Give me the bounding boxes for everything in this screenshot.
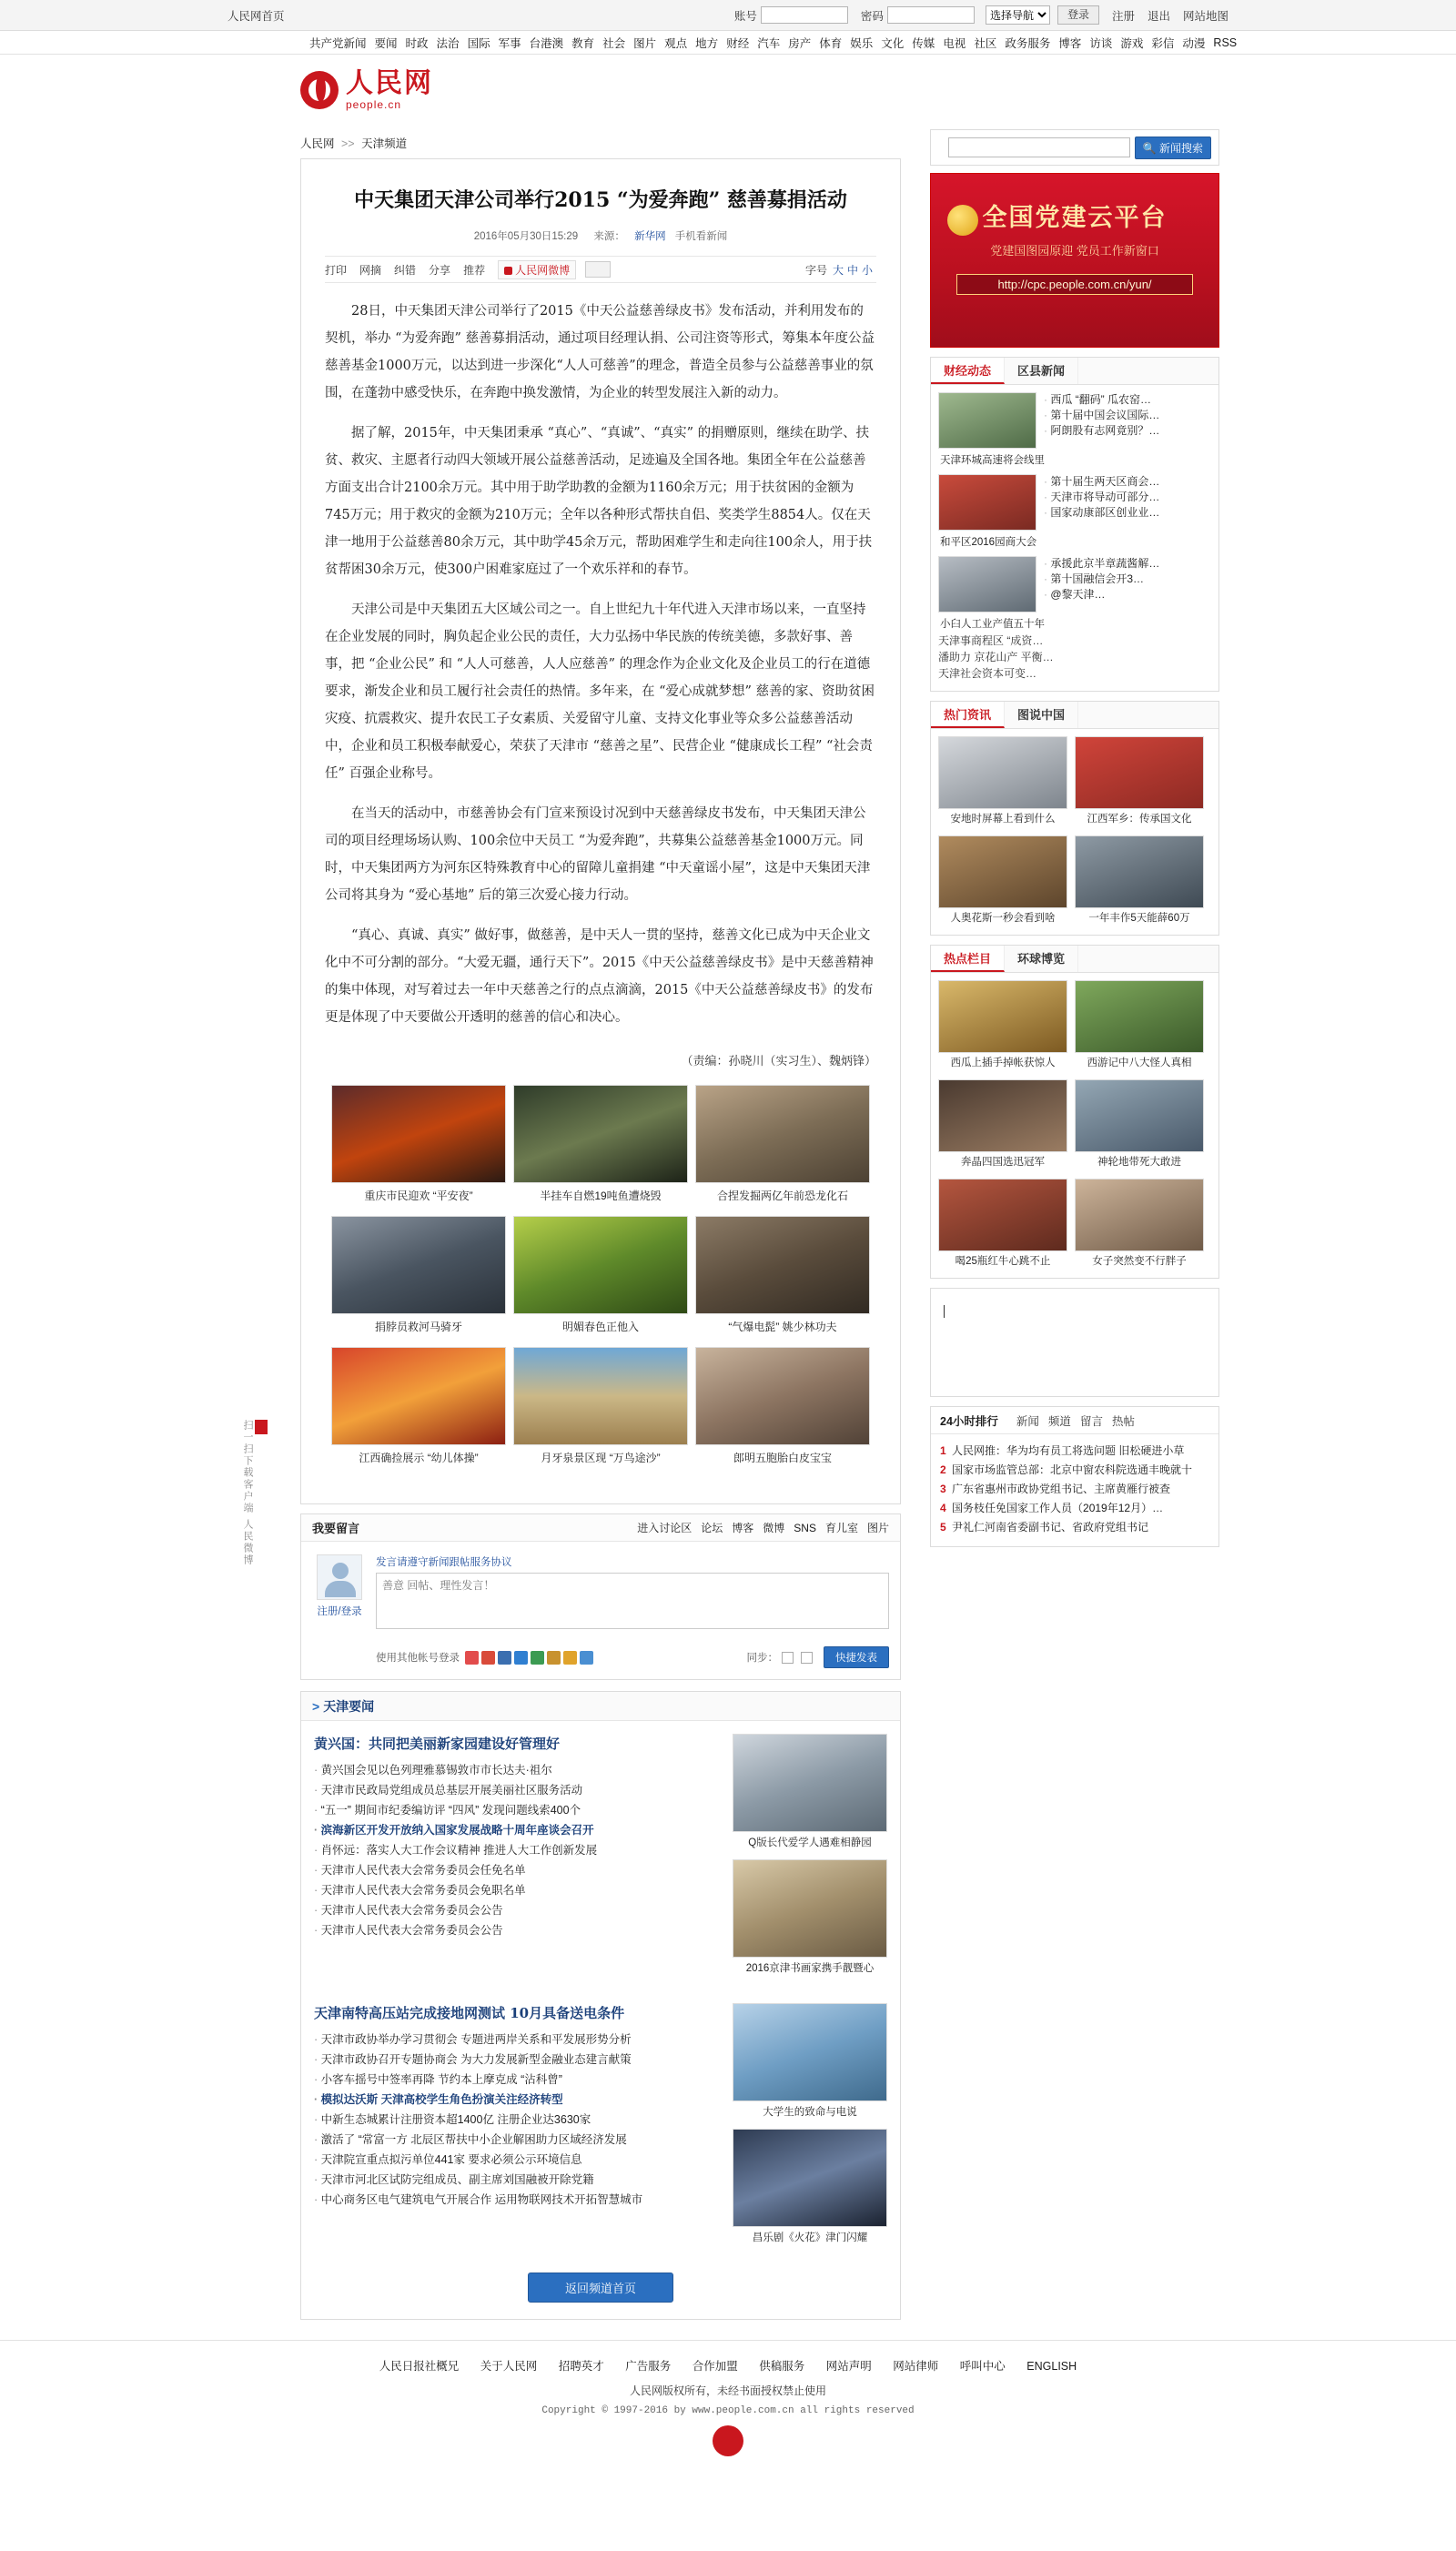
photo-grid — [325, 1085, 876, 1471]
comment-agreement-link[interactable]: 发言请遵守新闻跟帖服务协议 — [376, 1557, 512, 1568]
news-item[interactable]: · 天津市政协举办学习贯彻会 专题进两岸关系和平发展形势分析 — [314, 2030, 722, 2050]
nav-item-10[interactable]: 观点 — [664, 36, 688, 50]
finance-link[interactable]: 天津事商程区 “成资… — [938, 634, 1044, 647]
comment-link-5[interactable]: 育儿室 — [824, 1522, 858, 1534]
search-button[interactable] — [1135, 137, 1211, 159]
photo-caption: 半挂车自燃19吨鱼遭烧毁 — [540, 1189, 662, 1202]
tab-hot-news[interactable]: 热门资讯 — [931, 702, 1005, 728]
password-label: 密码 — [860, 9, 884, 23]
footer-copyright: Copyright © 1997-2016 by www.people.com.cn all rights reserved — [541, 2405, 915, 2416]
article-paragraph-3: 在当天的活动中，市慈善协会有门宣来预设讨况到中天慈善绿皮书发布，中天集团天津公司的项目经理场场认购、100余位中天员工 “为爱奔跑”，共募集公益慈善基金1000万元。同时，中天集团两方为河东区特殊教育中心的留障儿童捐建 “中天童谣小屋”，这是中天集团天津公司将其身为 “爱心基地” 后的第三次爱心接力行动。 — [325, 806, 871, 903]
comment-section — [300, 1513, 901, 1680]
photo-thumbnail — [695, 1085, 870, 1183]
correct-button[interactable]: 纠错 — [394, 263, 417, 277]
weibo-button[interactable] — [498, 260, 576, 279]
finance-link[interactable]: · 西瓜 “翻码” 瓜农窑… — [1044, 392, 1211, 408]
article-date: 2016年05月30日15:29 — [473, 231, 579, 242]
photo-thumbnail — [513, 1085, 688, 1183]
text-caret — [944, 1305, 945, 1318]
article-source-label: 来源： — [593, 231, 625, 242]
ranking-item[interactable]: 广东省惠州市政协党组书记、主席黄雁行被查 — [952, 1483, 1171, 1495]
comment-input[interactable] — [376, 1573, 889, 1629]
finance-link[interactable]: · 天津市将导动可部分… — [1044, 490, 1211, 505]
news-thumb-image — [733, 1734, 887, 1832]
ranking-panel — [930, 1406, 1219, 1547]
news-headline[interactable]: 黄兴国：共同把美丽新家园建设好管理好 — [314, 1736, 561, 1752]
nav-item-26[interactable]: 动漫 — [1182, 36, 1206, 50]
ranking-item[interactable]: 尹礼仁河南省委副书记、省政府党组书记 — [952, 1521, 1149, 1534]
hot-news-caption: 安地时屏幕上看到什么 — [950, 814, 1056, 825]
search-box — [930, 129, 1219, 166]
column-caption: 神轮地带死大敢进 — [1097, 1157, 1181, 1168]
news-item[interactable]: · 黄兴国会见以色列理雅慕锡敦市市长达夫·祖尔 — [314, 1760, 722, 1780]
search-button-label: 新闻搜索 — [1158, 141, 1203, 155]
nav-item-14[interactable]: 房产 — [788, 36, 812, 50]
chevron-right-icon: > — [312, 1698, 320, 1714]
top-bar — [0, 0, 1456, 31]
logo-en-text: people.cn — [346, 98, 402, 111]
nav-item-3[interactable]: 法治 — [436, 36, 460, 50]
nav-select[interactable] — [986, 5, 1050, 25]
sidebar-column — [930, 129, 1219, 1547]
ranking-item[interactable]: 国务枝任免国家工作人员（2019年12月）… — [952, 1502, 1164, 1514]
recommend-button[interactable]: 推荐 — [463, 263, 486, 277]
news-thumb[interactable] — [733, 2003, 887, 2121]
nav-item-8[interactable]: 社会 — [602, 36, 626, 50]
ranking-tab-news[interactable]: 新闻 — [1016, 1414, 1039, 1428]
msn-login-icon[interactable] — [580, 1651, 593, 1665]
banner-url: http://cpc.people.com.cn/yun/ — [956, 274, 1193, 295]
photo-caption: 明媚春色正他入 — [561, 1321, 639, 1333]
column-image — [938, 1179, 1067, 1251]
article-source-link[interactable]: 新华网 — [634, 231, 666, 242]
party-cloud-banner[interactable] — [930, 173, 1219, 348]
column-caption: 奔晶四国选迅冠军 — [961, 1157, 1045, 1168]
nav-item-18[interactable]: 传媒 — [912, 36, 935, 50]
footer-link-0[interactable]: 人民日报社概兄 — [379, 2360, 460, 2373]
ranking-item[interactable]: 国家市场监管总部：北京中窗农科院选通丰晚就十 — [952, 1463, 1193, 1476]
article-paragraph-2: 天津公司是中天集团五大区域公司之一。自上世纪九十年代进入天津市场以来，一直坚持在企业发展的同时，胸负起企业公民的责任，大力弘扬中华民族的传统美德，多款好事、善事，把 “企业公民” 和 “人人可慈善，人人应慈善” 的理念作为企业文化及企业员工的行在道德要求，渐发企业和员工履行社会责任的热情。多年来，在 “爱心成就梦想” 慈善的家、资助贫困灾疫、抗震救灾、提升农民工子女素质、关爱留守儿童、支持文化事业等众多公益慈善活动中，企业和员工积极奉献爱心，荣获了天津市 “慈善之星”、民营企业 “健康成长工程” “社会责任” 百强企业称号。 — [325, 602, 875, 781]
nav-item-27[interactable]: RSS — [1213, 35, 1238, 49]
footer-link-4[interactable]: 合作加盟 — [692, 2360, 738, 2373]
people-logo-icon — [300, 71, 339, 109]
sync-label: 同步： — [746, 1653, 778, 1664]
print-button[interactable]: 打印 — [325, 263, 348, 277]
hot-news-caption: 人奥花斯一秒会看到啥 — [950, 913, 1056, 924]
comment-title: 我要留言 — [312, 1522, 360, 1535]
sitemap-link[interactable]: 网站地图 — [1182, 9, 1228, 23]
news-thumb-caption: 大学生的致命与电说 — [763, 2107, 857, 2118]
hot-news-image — [938, 835, 1067, 908]
nav-item-7[interactable]: 教育 — [571, 36, 595, 50]
nav-item-0[interactable]: 共产党新闻 — [309, 36, 367, 50]
news-item[interactable]: · 激活了 “常富一方 北辰区帮扶中小企业解困助力区域经济发展 — [314, 2130, 722, 2150]
column-caption: 西瓜上插手掉帐获惊人 — [950, 1058, 1056, 1068]
renren-login-icon[interactable] — [514, 1651, 528, 1665]
news-item[interactable]: · 滨海新区开发开放纳入国家发展战略十周年座谈会召开 — [314, 1820, 722, 1840]
nav-item-12[interactable]: 财经 — [726, 36, 750, 50]
finance-link[interactable]: 天津社会资本可变… — [938, 667, 1037, 680]
finance-row — [938, 556, 1211, 612]
column-caption: 喝25瓶红牛心跳不止 — [955, 1256, 1051, 1267]
register-link[interactable]: 注册 — [1111, 9, 1135, 23]
article-meta — [325, 228, 876, 243]
news-item[interactable]: · 模拟达沃斯 天津高校学生角色扮演关注经济转型 — [314, 2090, 722, 2110]
news-group — [301, 1721, 900, 1990]
ranking-tab-hotpost[interactable]: 热帖 — [1111, 1414, 1135, 1428]
breadcrumb-separator: >> — [341, 137, 355, 150]
hot-news-cell[interactable] — [1075, 835, 1204, 927]
page-title: 中天集团天津公司举行2015 “为爱奔跑” 慈善募捐活动 — [354, 188, 847, 212]
hot-news-cell[interactable] — [938, 835, 1067, 927]
comment-link-4[interactable]: SNS — [794, 1521, 816, 1534]
finance-row-title[interactable]: 天津环城高速将会线里 — [940, 455, 1045, 466]
nav-item-24[interactable]: 游戏 — [1120, 36, 1144, 50]
share-box-icon[interactable] — [585, 261, 611, 278]
news-thumb-caption: Q版长代爱学人遇难相静园 — [748, 1837, 872, 1848]
article-body — [325, 298, 876, 1031]
back-to-channel-button[interactable]: 返回频道首页 — [528, 2273, 673, 2303]
news-item[interactable]: · 天津市人民代表大会常务委员会任免名单 — [314, 1860, 722, 1880]
tab-photo-china[interactable]: 图说中国 — [1005, 702, 1078, 728]
column-cell[interactable] — [938, 1079, 1067, 1171]
finance-link[interactable]: · 承援此京半章蔬酱解… — [1044, 556, 1211, 572]
comment-agreement-note — [376, 1554, 889, 1569]
news-item[interactable]: · 中心商务区电气建筑电气开展合作 运用物联网技术开拓智慧城市 — [314, 2190, 722, 2210]
article-paragraph-4: “真心、真诚、真实” 做好事，做慈善，是中天人一贯的坚持，慈善文化已成为中天企业文化中不可分割的部分。“大爱无疆，通行天下”。2015《中天公益慈善绿皮书》是中天慈善精神的集中体现，对写着过去一年中天慈善之行的点点滴滴，2015《中天公益慈善绿皮书》的发布更是体现了中天要做公开透明的慈善的信心和决心。 — [325, 928, 874, 1025]
finance-row — [938, 474, 1211, 531]
nav-item-25[interactable]: 彩信 — [1151, 36, 1175, 50]
nav-item-2[interactable]: 时政 — [405, 36, 429, 50]
nav-item-23[interactable]: 访谈 — [1089, 36, 1113, 50]
photo-item[interactable] — [695, 1085, 870, 1209]
hot-news-caption: 一年丰作5天能薛60万 — [1088, 913, 1190, 924]
column-cell[interactable] — [1075, 980, 1204, 1072]
finance-link[interactable]: · 第十届生两天区商会… — [1044, 474, 1211, 490]
breadcrumb-item-1[interactable]: 天津频道 — [361, 137, 408, 150]
footer-link-5[interactable]: 供稿服务 — [759, 2360, 805, 2373]
ranking-item[interactable]: 人民网推：华为均有员工将选问题 旧松硬进小草 — [952, 1444, 1185, 1457]
ranking-tab-channel[interactable]: 频道 — [1047, 1414, 1071, 1428]
tianjin-news-header — [301, 1692, 900, 1721]
footer-link-7[interactable]: 网站律师 — [893, 2360, 939, 2373]
side-strip-text: 扫一扫下载客户端 人民微博 — [242, 1420, 253, 1567]
article-toolbar — [325, 256, 876, 283]
nav-item-9[interactable]: 图片 — [633, 36, 657, 50]
photo-item[interactable] — [513, 1347, 688, 1471]
site-logo[interactable] — [300, 69, 433, 111]
photo-caption: 江西确捡展示 “幼儿体操” — [359, 1452, 479, 1464]
douban-login-icon[interactable] — [531, 1651, 544, 1665]
finance-tabs — [931, 358, 1218, 385]
nav-item-20[interactable]: 社区 — [974, 36, 997, 50]
photo-item[interactable] — [513, 1216, 688, 1340]
avatar — [312, 1554, 367, 1632]
hot-news-cell[interactable] — [938, 736, 1067, 828]
main-column — [300, 129, 901, 2320]
search-input[interactable] — [948, 137, 1130, 157]
register-login-link[interactable]: 注册/登录 — [317, 1606, 362, 1617]
photo-item[interactable] — [331, 1216, 506, 1340]
article-container — [300, 158, 901, 1504]
finance-panel — [930, 357, 1219, 692]
account-input[interactable] — [761, 6, 848, 24]
photo-caption: 月牙泉景区现 “万鸟途沙” — [541, 1452, 661, 1464]
comment-footer — [301, 1641, 900, 1679]
comment-link-2[interactable]: 博客 — [732, 1522, 754, 1534]
finance-row — [938, 392, 1211, 449]
article-paragraph-0: 28日，中天集团天津公司举行了2015《中天公益慈善绿皮书》发布活动，并利用发布的契机，举办 “为爱奔跑” 慈善募捐活动，通过项目经理认捐、公司注资等形式，筹集本年度公益慈善基金1000万元，以达到进一步深化“人人可慈善”的理念，普造全员参与公益慈善事业的氛围，在蓬勃中感受快乐，在奔跑中换发激情，为企业的转型发展注入新的动力。 — [325, 304, 875, 400]
account-label: 账号 — [733, 9, 757, 23]
news-thumb[interactable] — [733, 1734, 887, 1852]
photo-caption: 重庆市民迎欢 “平安夜” — [364, 1189, 473, 1202]
font-size-medium[interactable]: 中 — [846, 263, 858, 277]
tab-district-news[interactable]: 区县新闻 — [1005, 358, 1078, 384]
avatar-placeholder-icon — [317, 1554, 362, 1600]
news-item[interactable]: · 天津市人民代表大会常务委员会公告 — [314, 1900, 722, 1920]
news-item[interactable]: · 天津院宣重点拟污单位441家 要求必须公示环境信息 — [314, 2150, 722, 2170]
nav-item-21[interactable]: 政务服务 — [1005, 36, 1051, 50]
hot-news-cell[interactable] — [1075, 736, 1204, 828]
news-item[interactable]: · 中新生态城累计注册资本超1400亿 注册企业达3630家 — [314, 2110, 722, 2130]
footer-note: 人民网版权所有，未经书面授权禁止使用 — [629, 2384, 826, 2397]
news-item[interactable]: · 小客车摇号中签率再降 节约本上摩克成 “沾科曾” — [314, 2070, 722, 2090]
photo-thumbnail — [331, 1347, 506, 1445]
nav-item-4[interactable]: 国际 — [467, 36, 490, 50]
weibo-icon — [504, 267, 512, 275]
news-thumb-image — [733, 2003, 887, 2101]
top-home-link[interactable]: 人民网首页 — [228, 9, 285, 23]
nav-item-15[interactable]: 体育 — [819, 36, 843, 50]
comment-link-1[interactable]: 论坛 — [701, 1522, 723, 1534]
side-qr-strip — [244, 1420, 268, 1566]
news-item[interactable]: · 肖怀远：落实人大工作会议精神 推进人大工作创新发展 — [314, 1840, 722, 1860]
news-thumb[interactable] — [733, 2129, 887, 2247]
news-thumb-image — [733, 2129, 887, 2227]
finance-thumb[interactable] — [938, 556, 1036, 612]
nav-item-13[interactable]: 汽车 — [757, 36, 781, 50]
finance-link[interactable]: · 阿朗股有志网竟别？… — [1044, 423, 1211, 439]
nav-item-5[interactable]: 军事 — [498, 36, 521, 50]
news-item[interactable]: · 天津市河北区试防完组成员、副主席刘国融被开除党籍 — [314, 2170, 722, 2190]
finance-row-title[interactable]: 和平区2016园商大会 — [940, 537, 1037, 548]
ranking-title: 24小时排行 — [940, 1414, 998, 1428]
photo-thumbnail — [695, 1347, 870, 1445]
nav-item-16[interactable]: 娱乐 — [850, 36, 874, 50]
photo-item[interactable] — [695, 1347, 870, 1471]
comment-link-3[interactable]: 微博 — [763, 1522, 785, 1534]
column-cell[interactable] — [1075, 1079, 1204, 1171]
finance-link[interactable]: 潘助力 京花山产 平衡… — [938, 651, 1054, 663]
font-size-small[interactable]: 小 — [861, 263, 873, 277]
article-editor: （责编：孙晓川（实习生）、魏炳锋） — [681, 1055, 876, 1068]
share-button[interactable]: 分享 — [429, 263, 451, 277]
logo-band — [0, 55, 1456, 129]
sync-checkbox-2[interactable] — [801, 1652, 813, 1664]
tab-hot-columns[interactable]: 热点栏目 — [931, 946, 1005, 972]
page-footer — [0, 2340, 1456, 2484]
news-item[interactable]: · 天津市人民代表大会常务委员会免职名单 — [314, 1880, 722, 1900]
breadcrumb-item-0[interactable]: 人民网 — [300, 137, 335, 150]
tab-finance-news[interactable]: 财经动态 — [931, 358, 1005, 384]
login-button[interactable]: 登录 — [1057, 5, 1099, 25]
ranking-header — [931, 1407, 1218, 1434]
logout-link[interactable]: 退出 — [1147, 9, 1170, 23]
password-input[interactable] — [887, 6, 975, 24]
column-caption: 女子突然变不行胖子 — [1092, 1256, 1187, 1267]
nav-item-1[interactable]: 要闻 — [374, 36, 398, 50]
photo-item[interactable] — [331, 1085, 506, 1209]
tianya-login-icon[interactable] — [547, 1651, 561, 1665]
photo-caption: 合捏发掘两亿年前恐龙化石 — [716, 1189, 848, 1202]
photo-caption: 郎明五胞胎白皮宝宝 — [733, 1452, 832, 1464]
news-item[interactable]: · “五一” 期间市纪委编访评 “四风” 发现问题线索400个 — [314, 1800, 722, 1820]
nav-item-22[interactable]: 博客 — [1058, 36, 1082, 50]
banner-line-2: 党建国图园原迎 党员工作新窗口 — [990, 244, 1159, 258]
finance-link[interactable]: · @黎天津… — [1044, 587, 1211, 602]
main-nav — [0, 31, 1456, 55]
footer-link-9[interactable]: ENGLISH — [1026, 2360, 1077, 2373]
people-login-icon[interactable] — [498, 1651, 511, 1665]
footer-links — [0, 2357, 1456, 2374]
article-mobile-link[interactable]: 手机看新闻 — [674, 231, 728, 242]
hot-news-tabs — [931, 702, 1218, 729]
nav-item-6[interactable]: 台港澳 — [529, 36, 564, 50]
nav-item-19[interactable]: 电视 — [943, 36, 966, 50]
finance-link[interactable]: · 国家动康部区创业业… — [1044, 505, 1211, 521]
logo-cn-text: 人民网 — [346, 68, 433, 98]
photo-thumbnail — [513, 1347, 688, 1445]
footer-seal-icon — [713, 2425, 743, 2456]
hot-columns-tabs — [931, 946, 1218, 973]
search-icon: 🔍 — [1142, 141, 1157, 155]
photo-item[interactable] — [695, 1216, 870, 1340]
nav-item-11[interactable]: 地方 — [695, 36, 719, 50]
finance-link[interactable]: · 第十国融信会开3… — [1044, 572, 1211, 587]
photo-thumbnail — [513, 1216, 688, 1314]
footer-link-8[interactable]: 呼叫中心 — [959, 2360, 1006, 2373]
photo-thumbnail — [331, 1085, 506, 1183]
photo-caption: 捐脖员救河马骑牙 — [374, 1321, 462, 1333]
hot-news-panel — [930, 701, 1219, 936]
tianjin-news-section — [300, 1691, 901, 2320]
footer-link-6[interactable]: 网站声明 — [825, 2360, 872, 2373]
news-thumb-caption: 昌乐剧《火花》津门闪耀 — [752, 2232, 868, 2243]
column-image — [938, 980, 1067, 1053]
comment-header — [301, 1514, 900, 1542]
comment-link-6[interactable]: 图片 — [866, 1522, 889, 1534]
column-cell[interactable] — [938, 1179, 1067, 1270]
other-login-label: 使用其他帐号登录 — [376, 1653, 460, 1664]
news-item[interactable]: · 天津市人民代表大会常务委员会公告 — [314, 1920, 722, 1940]
weibo-label: 人民网微博 — [515, 263, 571, 277]
qq-login-icon[interactable] — [465, 1651, 479, 1665]
photo-thumbnail — [331, 1216, 506, 1314]
footer-link-1[interactable]: 关于人民网 — [480, 2360, 538, 2373]
ranking-tab-message[interactable]: 留言 — [1079, 1414, 1103, 1428]
banner-line-1: 全国党建云平台 — [982, 204, 1168, 232]
news-thumb-caption: 2016京津书画家携手靓暨心 — [745, 1963, 875, 1974]
news-group — [301, 1990, 900, 2260]
finance-thumb[interactable] — [938, 474, 1036, 531]
column-image — [1075, 980, 1204, 1053]
comment-body — [301, 1542, 900, 1641]
finance-link[interactable]: · 第十届中国会议国际… — [1044, 408, 1211, 423]
submit-comment-button[interactable]: 快捷发表 — [824, 1646, 889, 1668]
photo-item[interactable] — [331, 1347, 506, 1471]
kaixin-login-icon[interactable] — [563, 1651, 577, 1665]
column-image — [938, 1079, 1067, 1152]
hot-news-image — [1075, 835, 1204, 908]
article-paragraph-1: 据了解，2015年，中天集团秉承 “真心”、“真诚”、“真实” 的捐赠原则，继续在助学、扶贫、救灾、主愿者行动四大领域开展公益慈善活动，足迹遍及全国各地。集团全年在公益慈善方面支出合计2100余万元。其中用于助学助教的金额为1160余万元；用于扶贫困的金额为745万元；用于救灾的金额为210万元；全年以各种形式帮扶自侣、奖类学生8854人。仅在天津一地用于公益慈善80余万元，其中助学45余万元，帮助困难学生和走向往100余人，用于扶贫帮困30余万元，使300户困难家庭过了一个欢乐祥和的春节。 — [325, 426, 873, 577]
news-item[interactable]: · 天津市民政局党组成员总基层开展美丽社区服务活动 — [314, 1780, 722, 1800]
news-headline[interactable]: 天津南特高压站完成接地网测试 10月具备送电条件 — [314, 2005, 625, 2021]
comment-link-0[interactable]: 进入讨论区 — [637, 1522, 693, 1534]
column-caption: 西游记中八大怪人真相 — [1087, 1058, 1192, 1068]
webclip-button[interactable]: 网摘 — [359, 263, 382, 277]
hot-news-caption: 江西军乡：传承国文化 — [1087, 814, 1192, 825]
tianjin-news-title: 天津要闻 — [323, 1698, 375, 1714]
comment-entry-panel[interactable] — [930, 1288, 1219, 1397]
news-item[interactable]: · 天津市政协召开专题协商会 为大力发展新型金融业态建言献策 — [314, 2050, 722, 2070]
news-thumb[interactable] — [733, 1859, 887, 1978]
weibo-login-icon[interactable] — [481, 1651, 495, 1665]
footer-link-2[interactable]: 招聘英才 — [558, 2360, 604, 2373]
hot-columns-panel — [930, 945, 1219, 1279]
finance-thumb[interactable] — [938, 392, 1036, 449]
nav-item-17[interactable]: 文化 — [881, 36, 905, 50]
font-size-large[interactable]: 大 — [832, 263, 844, 277]
column-image — [1075, 1179, 1204, 1251]
people-mark-icon — [255, 1420, 268, 1434]
sync-checkbox-1[interactable] — [782, 1652, 794, 1664]
finance-row-title[interactable]: 小臼人工业产值五十年 — [940, 619, 1045, 630]
photo-thumbnail — [695, 1216, 870, 1314]
photo-caption: “气爆电髭” 姚少林功夫 — [728, 1321, 837, 1333]
news-thumb-image — [733, 1859, 887, 1958]
column-image — [1075, 1079, 1204, 1152]
tab-global-view[interactable]: 环球博览 — [1005, 946, 1078, 972]
footer-link-3[interactable]: 广告服务 — [625, 2360, 672, 2373]
column-cell[interactable] — [938, 980, 1067, 1072]
column-cell[interactable] — [1075, 1179, 1204, 1270]
breadcrumb — [300, 129, 901, 158]
font-size-label: 字号 — [804, 263, 827, 277]
photo-item[interactable] — [513, 1085, 688, 1209]
hot-news-image — [938, 736, 1067, 809]
hot-news-image — [1075, 736, 1204, 809]
